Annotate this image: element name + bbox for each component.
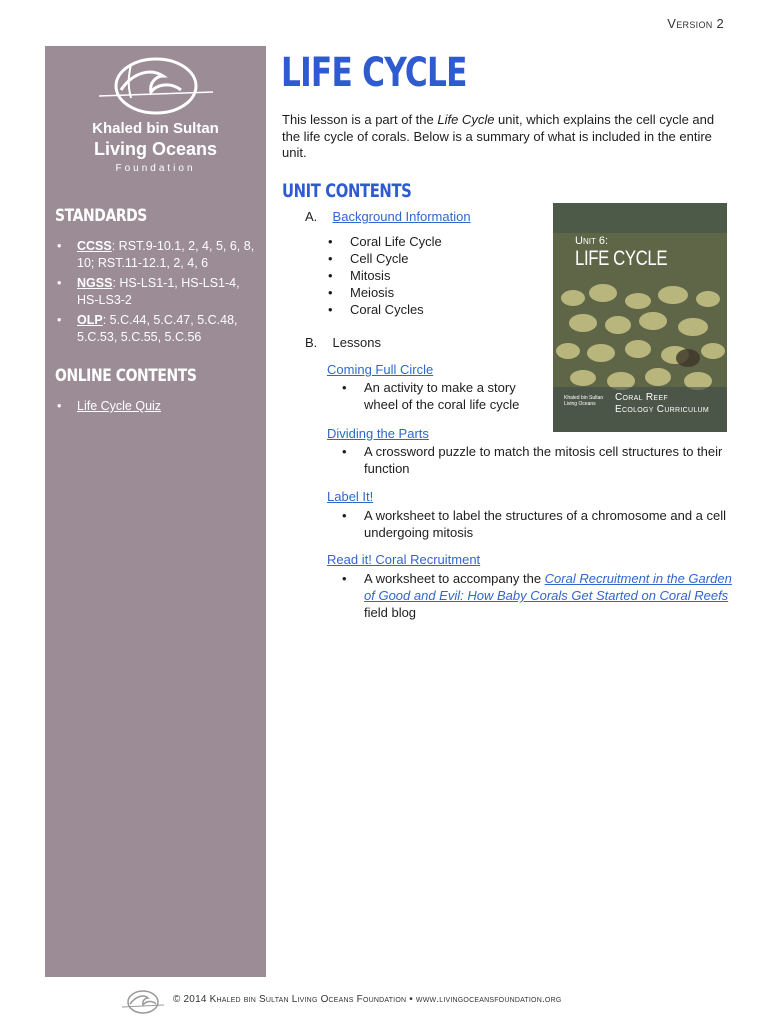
- unit-contents-heading: UNIT CONTENTS: [282, 180, 412, 202]
- lesson-desc-text: A worksheet to accompany the: [364, 571, 545, 586]
- online-contents-heading: ONLINE CONTENTS: [55, 366, 197, 386]
- list-item: • Coral Cycles: [328, 301, 442, 318]
- lesson-link-coming-full-circle[interactable]: Coming Full Circle: [327, 362, 434, 377]
- intro-text-2: unit, which explains the cell cycle and the life cycle of corals. Below is a summary of what is included in the entire unit.: [282, 112, 715, 160]
- lesson-desc-list: [342, 379, 532, 413]
- cover-unit-label: Unit 6:: [575, 235, 609, 247]
- logo-line-2: Living Oceans: [93, 139, 218, 159]
- page-title: LIFE CYCLE: [281, 50, 467, 96]
- lesson-link-read-it[interactable]: Read it! Coral Recruitment: [327, 552, 481, 567]
- standard-text: : HS-LS1-1, HS-LS1-4, HS-LS3-2: [77, 276, 240, 307]
- version-label: Version 2: [667, 16, 724, 31]
- background-information-link[interactable]: Background Information: [332, 209, 471, 224]
- list-item: • Coral Life Cycle: [328, 233, 442, 250]
- section-a-marker: A.: [305, 209, 318, 224]
- lesson-desc-list: [342, 443, 727, 477]
- list-item: • Mitosis: [328, 267, 442, 284]
- logo-line-3: Foundation: [115, 163, 196, 174]
- lesson-desc: • An activity to make a story wheel of the coral life cycle: [342, 379, 532, 413]
- intro-text-1: This lesson is a part of the: [282, 112, 438, 127]
- lesson-desc: • A worksheet to label the structures of a chromosome and a cell undergoing mitosis: [342, 507, 732, 541]
- sidebar: [45, 46, 266, 977]
- standards-list: [55, 238, 260, 349]
- cover-subtitle-line-2: Ecology Curriculum: [615, 404, 710, 415]
- intro-emphasis: Life Cycle: [437, 112, 495, 127]
- list-item: • Cell Cycle: [328, 250, 442, 267]
- coral-recruitment-blog-link[interactable]: Coral Recruitment in the Garden of Good and Evil: How Baby Corals Get Started on Coral Reefs: [364, 571, 732, 603]
- lesson-desc-text: field blog: [364, 605, 417, 620]
- unit-cover-image: [553, 203, 727, 432]
- section-b-marker: B.: [305, 335, 318, 350]
- cover-title: LIFE CYCLE: [575, 247, 668, 270]
- life-cycle-quiz-link[interactable]: Life Cycle Quiz: [77, 399, 162, 413]
- online-contents-list: [55, 398, 260, 418]
- section-b: [305, 334, 381, 351]
- section-b-title: Lessons: [332, 335, 381, 350]
- list-item: • Meiosis: [328, 284, 442, 301]
- lesson-link-dividing-the-parts[interactable]: Dividing the Parts: [327, 426, 429, 441]
- lesson-desc-list: [342, 570, 732, 621]
- standard-label[interactable]: OLP: [77, 313, 103, 327]
- lesson-desc: • A crossword puzzle to match the mitosis cell structures to their function: [342, 443, 727, 477]
- lesson-desc-list: [342, 507, 732, 541]
- cover-logo-line-2: Living Oceans: [564, 401, 596, 407]
- standard-text: : 5.C.44, 5.C.47, 5.C.48, 5.C.53, 5.C.55, 5.C.56: [77, 313, 238, 344]
- intro-paragraph: [282, 112, 722, 162]
- footer: [120, 988, 680, 1016]
- standard-label[interactable]: CCSS: [77, 239, 112, 253]
- cover-logo: [564, 395, 603, 407]
- background-topic-list: [328, 233, 442, 318]
- logo-line-1: Khaled bin Sultan: [92, 120, 219, 137]
- online-item: [55, 398, 260, 415]
- cover-subtitle: [615, 392, 709, 416]
- lesson-desc: [342, 570, 732, 621]
- cover-subtitle-line-1: Coral Reef: [615, 392, 668, 403]
- standard-label[interactable]: NGSS: [77, 276, 113, 290]
- lesson-link-label-it[interactable]: Label It!: [327, 489, 374, 504]
- standard-item-ngss: [55, 275, 260, 309]
- standard-text: : RST.9-10.1, 2, 4, 5, 6, 8, 10; RST.11-12.1, 2, 4, 6: [77, 239, 255, 270]
- cover-logo-line-1: Khaled bin Sultan: [564, 395, 604, 401]
- standards-heading: STANDARDS: [55, 206, 147, 226]
- section-a: [305, 208, 471, 225]
- standard-item-ccss: [55, 238, 260, 272]
- wave-logo-icon: [91, 54, 221, 118]
- foundation-logo: [45, 54, 266, 194]
- footer-copyright: © 2014 Khaled bin Sultan Living Oceans Foundation • www.livingoceansfoundation.org: [173, 994, 562, 1005]
- footer-logo-icon: [120, 988, 166, 1016]
- standard-item-olp: [55, 312, 260, 346]
